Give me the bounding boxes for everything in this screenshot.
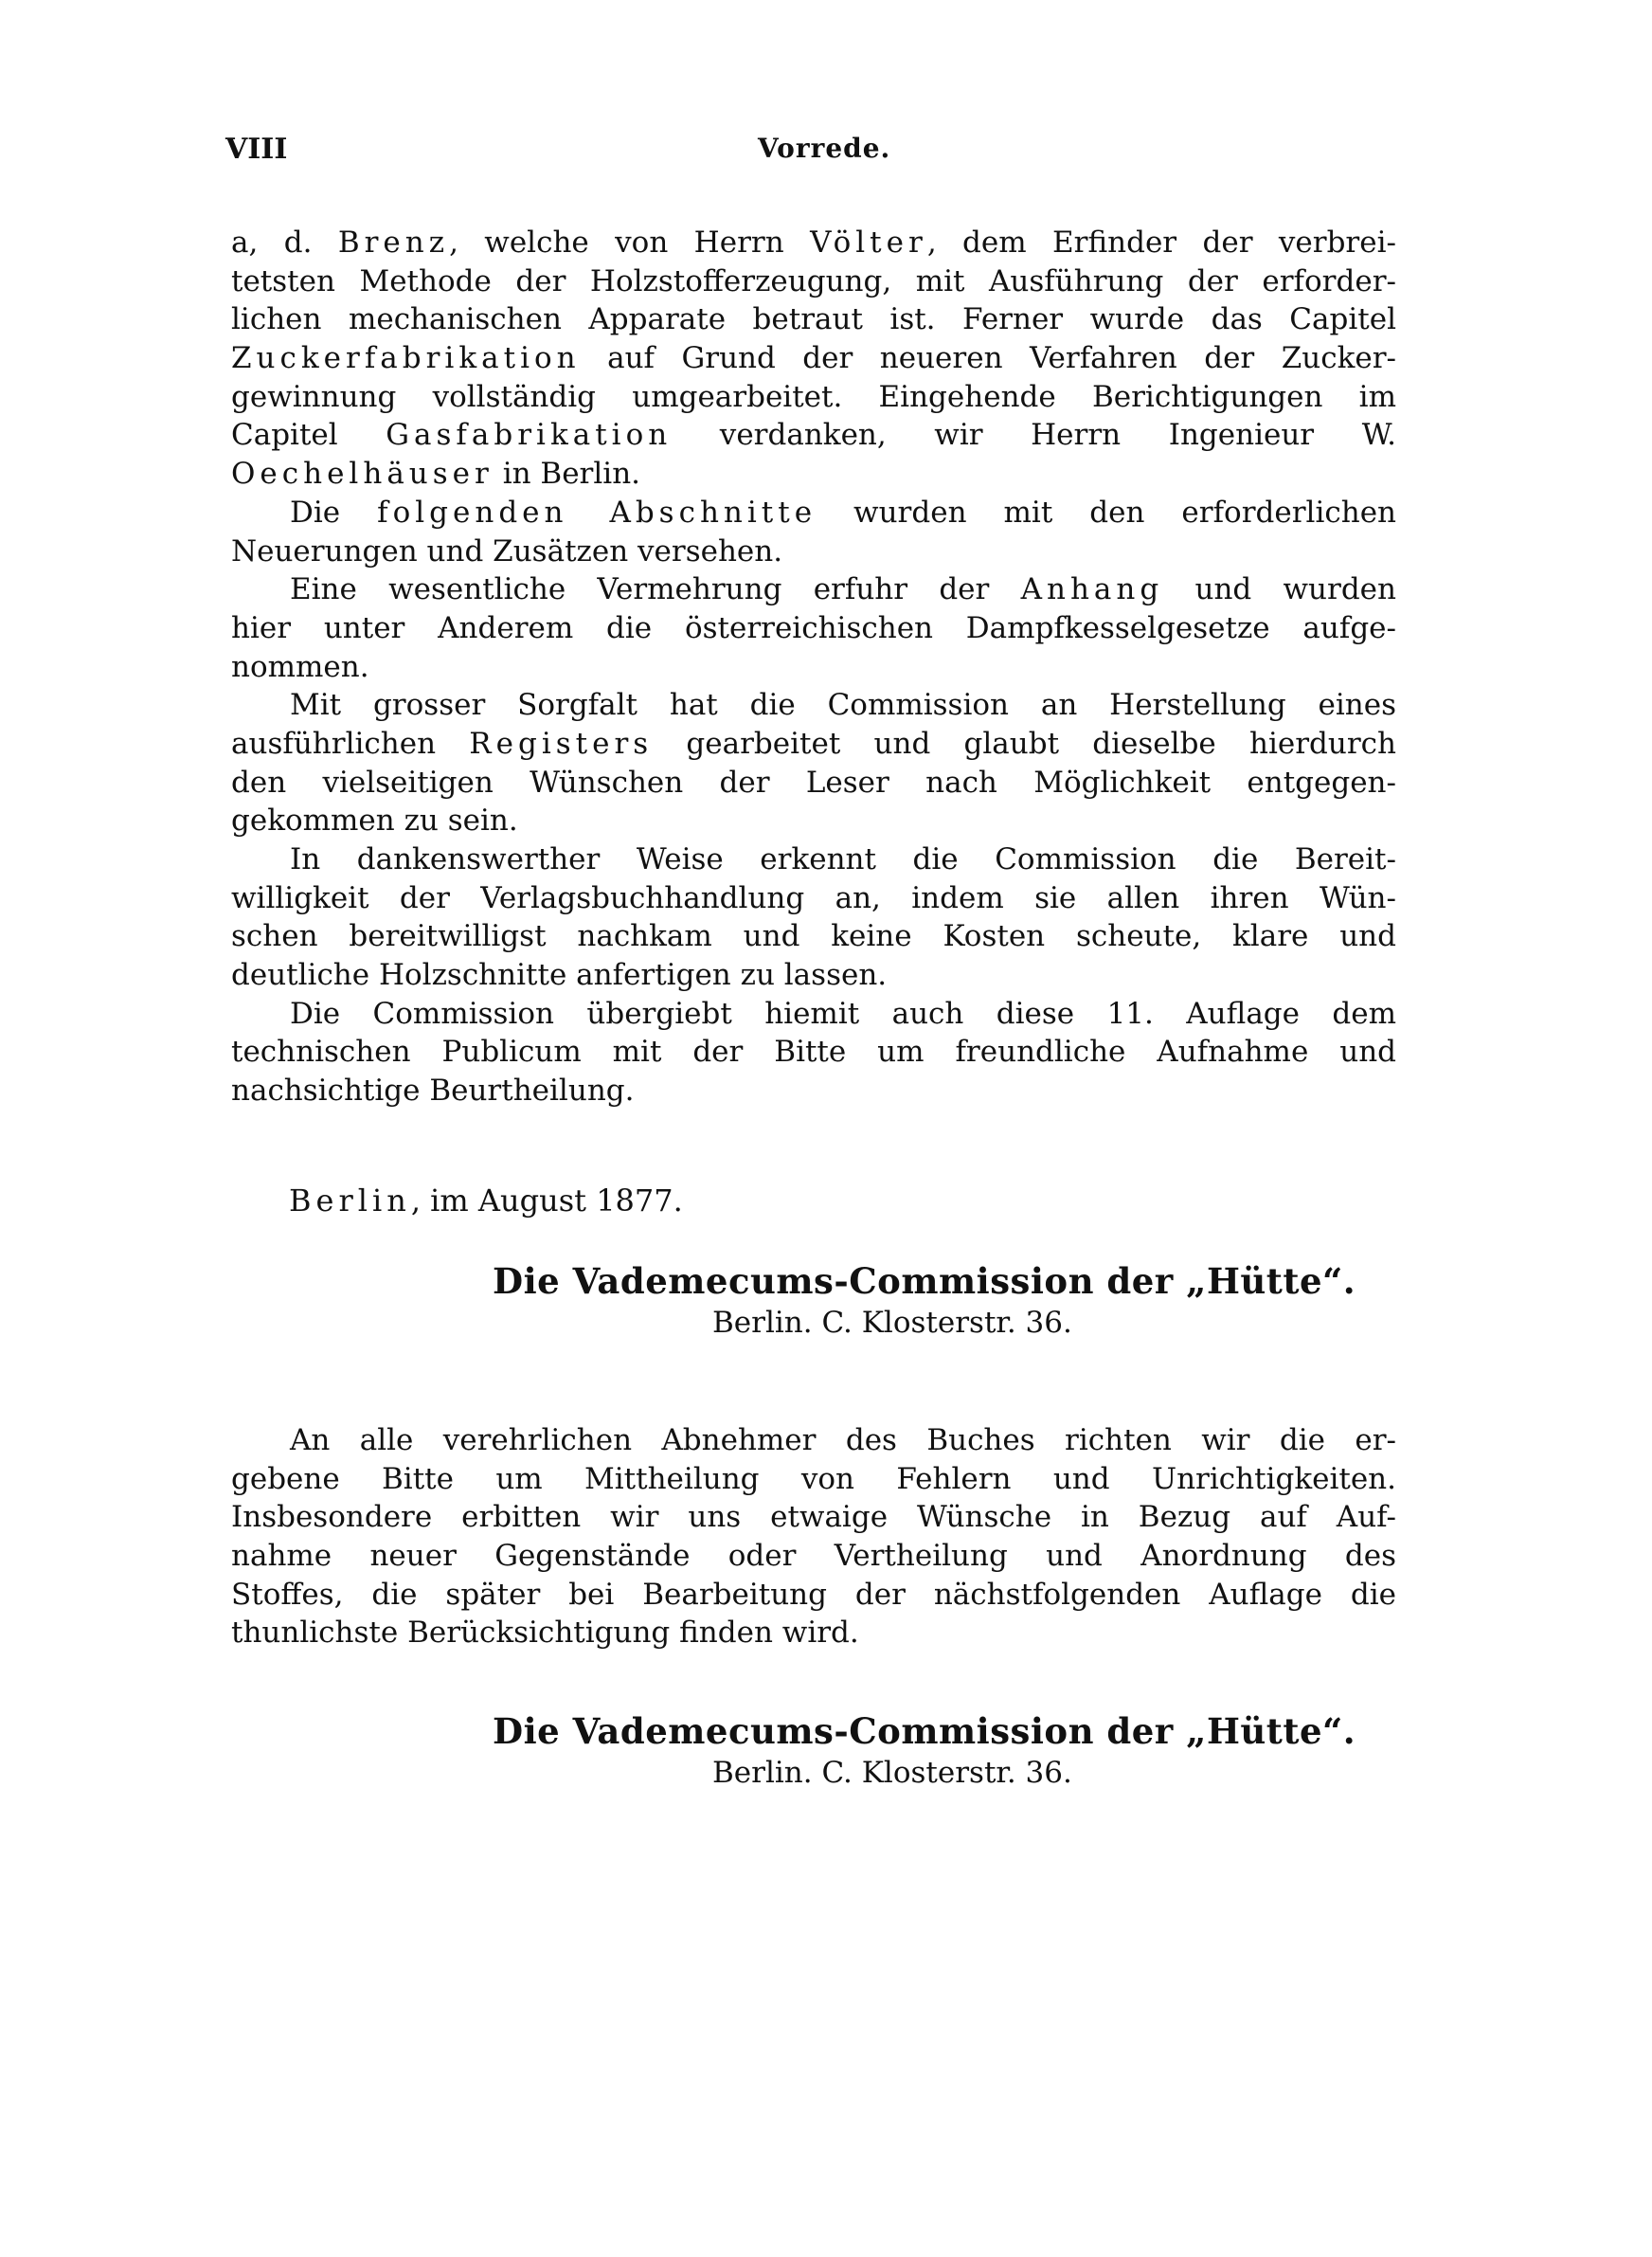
place-name: Berlin bbox=[289, 1183, 411, 1219]
spaced-emphasis: Anhang bbox=[1020, 572, 1164, 607]
spaced-emphasis: folgenden Abschnitte bbox=[377, 495, 817, 530]
text-run: In dankenswerther Weise erkennt die Commission die Bereit- bbox=[290, 842, 1396, 876]
text-run: in Berlin. bbox=[493, 457, 641, 492]
text-line bbox=[231, 339, 1396, 378]
text-run: hier unter Anderem die österreichischen Dampfkesselgesetze aufge- bbox=[231, 610, 1396, 645]
running-title: Vorrede. bbox=[758, 133, 891, 164]
text-line bbox=[231, 533, 1396, 571]
spaced-emphasis: Gasfabrikation bbox=[386, 418, 673, 453]
spaced-emphasis: Brenz bbox=[337, 226, 450, 260]
page-header bbox=[225, 133, 1391, 171]
text-run: a, d. bbox=[231, 226, 338, 260]
text-line bbox=[231, 262, 1396, 301]
text-line bbox=[231, 802, 1396, 840]
spaced-emphasis: Oechelhäuser bbox=[231, 457, 494, 492]
text-line bbox=[231, 764, 1396, 803]
commission-address: Berlin. C. Klosterstr. 36. bbox=[712, 1306, 1072, 1340]
spaced-emphasis: Völter bbox=[810, 226, 927, 260]
reader-notice bbox=[231, 1421, 1396, 1652]
commission-signature: Die Vademecums-Commission der „Hütte“. bbox=[493, 1710, 1356, 1752]
page-number: VIII bbox=[225, 133, 288, 166]
text-line bbox=[231, 416, 1396, 455]
text-line bbox=[231, 917, 1396, 956]
text-line bbox=[231, 378, 1396, 417]
text-run: lichen mechanischen Apparate betraut ist. Ferner wurde das Capitel bbox=[231, 302, 1396, 337]
notice-line: nahme neuer Gegenstände oder Vertheilung und Anordnung des bbox=[231, 1539, 1396, 1574]
text-line bbox=[231, 725, 1396, 764]
text-run: nommen. bbox=[231, 649, 369, 684]
text-run: deutliche Holzschnitte anfertigen zu lassen. bbox=[231, 958, 888, 993]
text-run: , dem Erfinder der verbrei- bbox=[926, 226, 1396, 260]
spaced-emphasis: Zuckerfabrikation bbox=[231, 341, 581, 376]
text-run: Neuerungen und Zusätzen versehen. bbox=[231, 533, 783, 569]
place-date-line bbox=[289, 1183, 683, 1219]
text-line bbox=[231, 224, 1396, 262]
text-run: Die bbox=[290, 495, 378, 530]
notice-line: An alle verehrlichen Abnehmer des Buches richten wir die er- bbox=[290, 1423, 1396, 1457]
text-line bbox=[231, 609, 1396, 648]
notice-line: gebene Bitte um Mittheilung von Fehlern und Unrichtigkeiten. bbox=[231, 1461, 1396, 1496]
signature-block-preface bbox=[493, 1260, 1402, 1340]
text-run: , welche von Herrn bbox=[449, 226, 811, 260]
text-line bbox=[231, 494, 1396, 533]
text-run: Eine wesentliche Vermehrung erfuhr der bbox=[290, 572, 1021, 607]
text-line bbox=[231, 956, 1396, 995]
text-line bbox=[231, 995, 1396, 1034]
text-run: gewinnung vollständig umgearbeitet. Eingehende Berichtigungen im bbox=[231, 379, 1396, 414]
spaced-emphasis: Registers bbox=[469, 726, 654, 761]
commission-address: Berlin. C. Klosterstr. 36. bbox=[712, 1756, 1072, 1790]
text-run: gearbeitet und glaubt dieselbe hierdurch bbox=[653, 726, 1396, 761]
text-run: wurden mit den erforderlichen bbox=[817, 495, 1396, 530]
text-run: ausführlichen bbox=[231, 726, 470, 761]
text-run: Die Commission übergiebt hiemit auch diese 11. Auflage dem bbox=[290, 996, 1396, 1031]
text-line bbox=[231, 1033, 1396, 1072]
text-run: technischen Publicum mit der Bitte um freundliche Aufnahme und bbox=[231, 1035, 1396, 1070]
notice-line: Insbesondere erbitten wir uns etwaige Wünsche in Bezug auf Auf- bbox=[231, 1500, 1396, 1535]
text-line bbox=[231, 1072, 1396, 1110]
text-run: auf Grund der neueren Verfahren der Zucker- bbox=[580, 341, 1396, 376]
notice-line: Stoffes, die später bei Bearbeitung der nächstfolgenden Auflage die bbox=[231, 1577, 1396, 1612]
preface-body bbox=[231, 224, 1396, 1110]
text-run: verdanken, wir Herrn Ingenieur W. bbox=[672, 418, 1396, 453]
text-run: den vielseitigen Wünschen der Leser nach Möglichkeit entgegen- bbox=[231, 765, 1396, 800]
text-run: willigkeit der Verlagsbuchhandlung an, indem sie allen ihren Wün- bbox=[231, 880, 1396, 915]
text-run: nachsichtige Beurtheilung. bbox=[231, 1074, 635, 1109]
signature-block-notice bbox=[493, 1710, 1402, 1790]
text-run: Mit grosser Sorgfalt hat die Commission an Herstellung eines bbox=[290, 688, 1396, 723]
text-line bbox=[231, 840, 1396, 879]
text-line bbox=[231, 686, 1396, 725]
text-line bbox=[231, 570, 1396, 609]
text-line bbox=[231, 879, 1396, 918]
text-run: gekommen zu sein. bbox=[231, 803, 518, 839]
date-text: , im August 1877. bbox=[410, 1183, 683, 1219]
text-run: schen bereitwilligst nachkam und keine Kosten scheute, klare und bbox=[231, 919, 1396, 954]
text-run: und wurden bbox=[1163, 572, 1396, 607]
text-line bbox=[231, 300, 1396, 339]
notice-line: thunlichste Berücksichtigung finden wird. bbox=[231, 1616, 859, 1651]
commission-signature: Die Vademecums-Commission der „Hütte“. bbox=[493, 1260, 1356, 1302]
text-run: Capitel bbox=[231, 418, 386, 453]
text-line bbox=[231, 648, 1396, 687]
text-run: tetsten Methode der Holzstofferzeugung, mit Ausführung der erforder- bbox=[231, 263, 1396, 298]
text-line bbox=[231, 455, 1396, 494]
